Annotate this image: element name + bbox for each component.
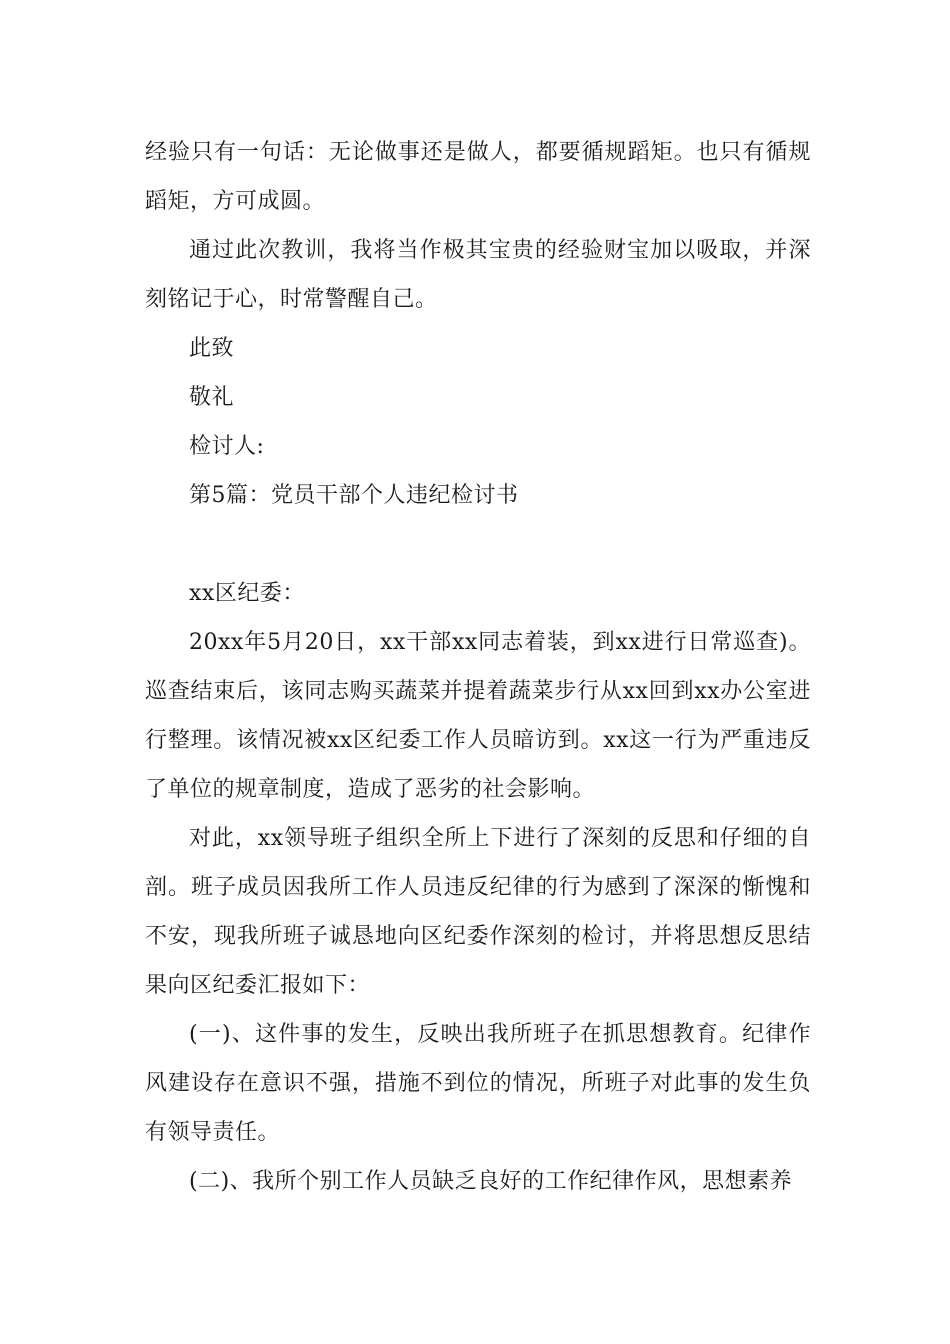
paragraph-lesson: 通过此次教训，我将当作极其宝贵的经验财宝加以吸取，并深刻铭记于心，时常警醒自己。 [145, 238, 811, 312]
paragraph-experience: 经验只有一句话：无论做事还是做人，都要循规蹈矩。也只有循规蹈矩，方可成圆。 [145, 140, 811, 214]
signature-label: 检讨人: [189, 434, 265, 459]
section-title: 第5篇：党员干部个人违纪检讨书 [189, 483, 519, 508]
paragraph-point-two: (二)、我所个别工作人员缺乏良好的工作纪律作风，思想素养 [189, 1169, 793, 1194]
blank-line [145, 520, 811, 569]
paragraph-point-one: (一)、这件事的发生，反映出我所班子在抓思想教育。纪律作风建设存在意识不强，措施不到位的情况，所班子对此事的发生负有领导责任。 [145, 1022, 811, 1145]
recipient-line: xx区纪委： [189, 581, 305, 606]
closing-salutation: 此致 [189, 336, 235, 361]
document-body [145, 128, 811, 1206]
paragraph-incident: 20xx年5月20日，xx干部xx同志着装，到xx进行日常巡查)。巡查结束后，该同志购买蔬菜并提着蔬菜步行从xx回到xx办公室进行整理。该情况被xx区纪委工作人员暗访到。xx这一行为严重违反了单位的规章制度，造成了恶劣的社会影响。 [145, 630, 811, 802]
paragraph-reflection: 对此，xx领导班子组织全所上下进行了深刻的反思和仔细的自剖。班子成员因我所工作人员违反纪律的行为感到了深深的惭愧和不安，现我所班子诚恳地向区纪委作深刻的检讨，并将思想反思结果向区纪委汇报如下： [145, 826, 811, 998]
closing-regards: 敬礼 [189, 385, 235, 410]
